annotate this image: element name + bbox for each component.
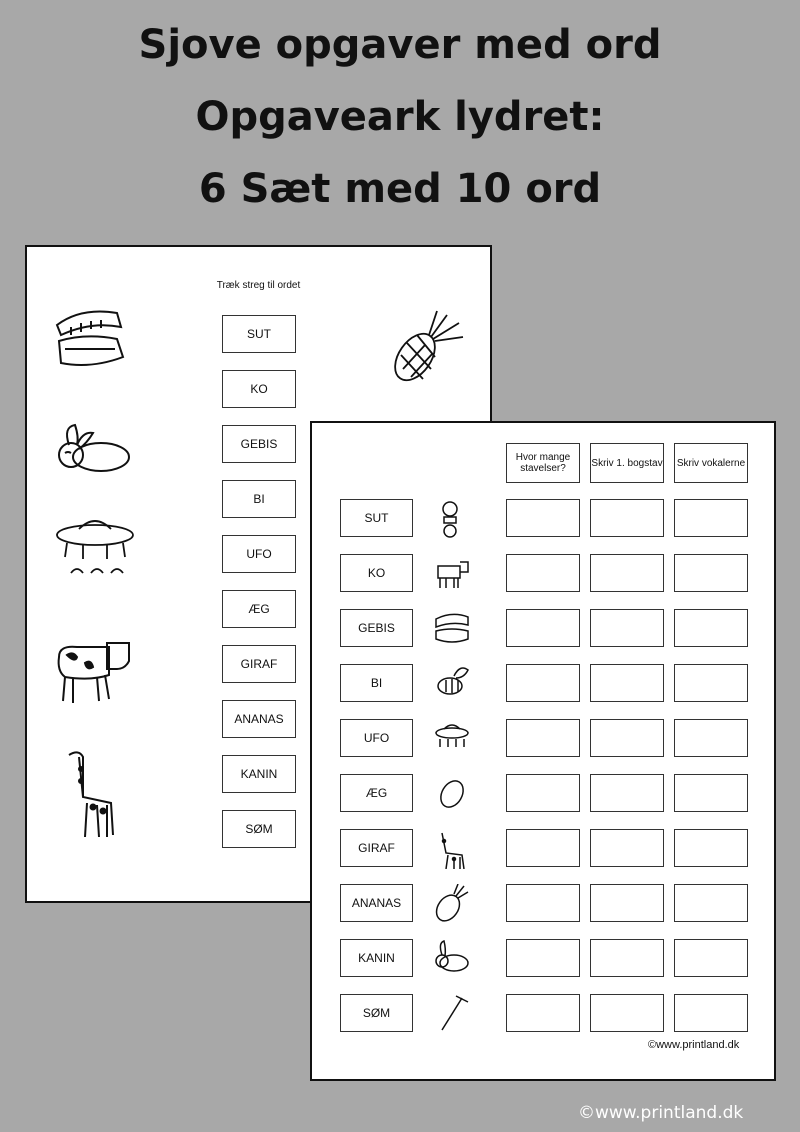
vowel-answer-box[interactable] bbox=[674, 774, 748, 812]
match-word-box: ÆG bbox=[222, 590, 296, 628]
word-box: KANIN bbox=[340, 939, 413, 977]
cow-icon bbox=[51, 629, 133, 709]
syllable-answer-box[interactable] bbox=[506, 994, 580, 1032]
vowel-answer-box[interactable] bbox=[674, 719, 748, 757]
first-letter-answer-box[interactable] bbox=[590, 774, 664, 812]
bee-icon bbox=[434, 664, 472, 709]
first-letter-answer-box[interactable] bbox=[590, 609, 664, 647]
title-line-2: Opgaveark lydret: bbox=[195, 94, 605, 140]
word-box: GEBIS bbox=[340, 609, 413, 647]
header-vowels: Skriv vokalerne bbox=[674, 443, 748, 483]
match-word-box: ANANAS bbox=[222, 700, 296, 738]
vowel-answer-box[interactable] bbox=[674, 554, 748, 592]
vowel-answer-box[interactable] bbox=[674, 939, 748, 977]
ufo-icon bbox=[53, 511, 139, 585]
egg-icon bbox=[434, 774, 472, 819]
syllable-answer-box[interactable] bbox=[506, 499, 580, 537]
first-letter-answer-box[interactable] bbox=[590, 499, 664, 537]
syllable-answer-box[interactable] bbox=[506, 719, 580, 757]
syllable-answer-box[interactable] bbox=[506, 554, 580, 592]
match-word-box: BI bbox=[222, 480, 296, 518]
word-box: UFO bbox=[340, 719, 413, 757]
vowel-answer-box[interactable] bbox=[674, 829, 748, 867]
teeth-icon bbox=[434, 609, 472, 654]
syllable-answer-box[interactable] bbox=[506, 884, 580, 922]
title-line-3: 6 Sæt med 10 ord bbox=[198, 166, 602, 212]
vowel-answer-box[interactable] bbox=[674, 664, 748, 702]
pineapple-icon bbox=[387, 309, 467, 389]
syllable-answer-box[interactable] bbox=[506, 609, 580, 647]
vowel-answer-box[interactable] bbox=[674, 884, 748, 922]
word-box: BI bbox=[340, 664, 413, 702]
sheet-heading: Træk streg til ordet bbox=[216, 280, 301, 291]
match-word-box: SØM bbox=[222, 810, 296, 848]
match-word-box: GIRAF bbox=[222, 645, 296, 683]
match-word-box: KANIN bbox=[222, 755, 296, 793]
syllable-answer-box[interactable] bbox=[506, 774, 580, 812]
first-letter-answer-box[interactable] bbox=[590, 994, 664, 1032]
first-letter-answer-box[interactable] bbox=[590, 554, 664, 592]
rabbit-icon bbox=[434, 939, 472, 984]
footer-copyright: ©www.printland.dk bbox=[578, 1103, 744, 1123]
first-letter-answer-box[interactable] bbox=[590, 829, 664, 867]
pacifier-icon bbox=[434, 499, 472, 544]
word-box: ÆG bbox=[340, 774, 413, 812]
first-letter-answer-box[interactable] bbox=[590, 884, 664, 922]
first-letter-answer-box[interactable] bbox=[590, 939, 664, 977]
syllable-answer-box[interactable] bbox=[506, 664, 580, 702]
first-letter-answer-box[interactable] bbox=[590, 719, 664, 757]
word-box: SUT bbox=[340, 499, 413, 537]
vowel-answer-box[interactable] bbox=[674, 499, 748, 537]
title-line-1: Sjove opgaver med ord bbox=[138, 22, 662, 68]
teeth-icon bbox=[51, 305, 131, 375]
pineapple-icon bbox=[434, 884, 472, 929]
giraffe-icon bbox=[434, 829, 472, 874]
word-box: ANANAS bbox=[340, 884, 413, 922]
vowel-answer-box[interactable] bbox=[674, 609, 748, 647]
match-word-box: SUT bbox=[222, 315, 296, 353]
match-word-box: GEBIS bbox=[222, 425, 296, 463]
match-word-box: KO bbox=[222, 370, 296, 408]
match-word-box: UFO bbox=[222, 535, 296, 573]
sheet-copyright: ©www.printland.dk bbox=[648, 1039, 740, 1051]
word-box: SØM bbox=[340, 994, 413, 1032]
nail-icon bbox=[434, 994, 472, 1039]
giraffe-icon bbox=[61, 747, 125, 841]
cow-icon bbox=[434, 554, 472, 599]
syllable-answer-box[interactable] bbox=[506, 829, 580, 867]
vowel-answer-box[interactable] bbox=[674, 994, 748, 1032]
syllable-answer-box[interactable] bbox=[506, 939, 580, 977]
word-box: KO bbox=[340, 554, 413, 592]
first-letter-answer-box[interactable] bbox=[590, 664, 664, 702]
ufo-icon bbox=[434, 719, 472, 764]
rabbit-icon bbox=[53, 423, 135, 475]
header-syllables: Hvor mange stavelser? bbox=[506, 443, 580, 483]
worksheet-syllables bbox=[310, 421, 776, 1081]
word-box: GIRAF bbox=[340, 829, 413, 867]
header-first-letter: Skriv 1. bogstav bbox=[590, 443, 664, 483]
